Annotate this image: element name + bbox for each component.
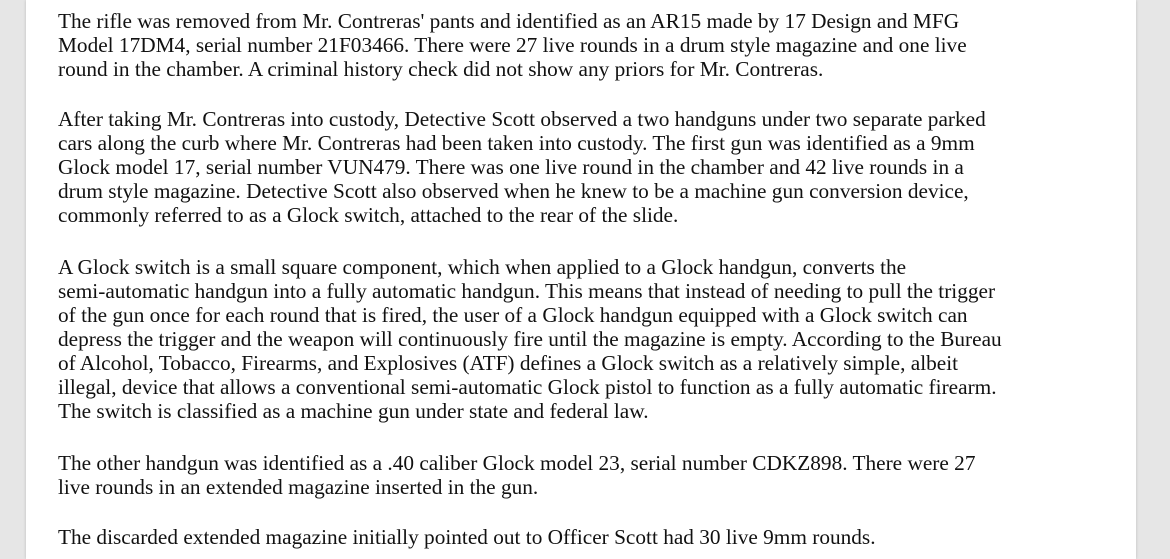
paragraph-1-line-1: The rifle was removed from Mr. Contreras' pants and identified as an AR15 made by 17 Design and MFG — [58, 9, 960, 33]
paragraph-5-line-1: The discarded extended magazine initially pointed out to Officer Scott had 30 live 9mm rounds. — [58, 525, 876, 549]
paragraph-3-line-1: A Glock switch is a small square component, which when applied to a Glock handgun, converts the — [58, 255, 907, 279]
paragraph-4-line-1: The other handgun was identified as a .40 caliber Glock model 23, serial number CDKZ898. There were 27 — [58, 451, 976, 475]
paragraph-2-line-5: commonly referred to as a Glock switch, attached to the rear of the slide. — [58, 203, 679, 227]
paragraph-4-line-2: live rounds in an extended magazine inserted in the gun. — [58, 475, 539, 499]
paragraph-3-line-7: The switch is classified as a machine gun under state and federal law. — [58, 399, 649, 423]
paragraph-2-line-1: After taking Mr. Contreras into custody, Detective Scott observed a two handguns under two separate parked — [58, 107, 986, 131]
paragraph-2-line-2: cars along the curb where Mr. Contreras had been taken into custody. The first gun was identified as a 9mm — [58, 131, 975, 155]
paragraph-3-line-3: of the gun once for each round that is fired, the user of a Glock handgun equipped with a Glock switch can — [58, 303, 968, 327]
paragraph-1-line-3: round in the chamber. A criminal history check did not show any priors for Mr. Contreras. — [58, 57, 824, 81]
paragraph-3-line-4: depress the trigger and the weapon will continuously fire until the magazine is empty. According to the Bureau — [58, 327, 1002, 351]
paragraph-3-line-6: illegal, device that allows a conventional semi-automatic Glock pistol to function as a fully automatic firearm. — [58, 375, 997, 399]
paragraph-3-line-5: of Alcohol, Tobacco, Firearms, and Explosives (ATF) defines a Glock switch as a relatively simple, albeit — [58, 351, 959, 375]
paragraph-3-line-2: semi-automatic handgun into a fully automatic handgun. This means that instead of needing to pull the trigger — [58, 279, 996, 303]
paragraph-1-line-2: Model 17DM4, serial number 21F03466. There were 27 live rounds in a drum style magazine and one live — [58, 33, 967, 57]
document-page — [26, 0, 1136, 559]
paragraph-2-line-4: drum style magazine. Detective Scott also observed when he knew to be a machine gun conversion device, — [58, 179, 969, 203]
paragraph-2-line-3: Glock model 17, serial number VUN479. There was one live round in the chamber and 42 live rounds in a — [58, 155, 964, 179]
